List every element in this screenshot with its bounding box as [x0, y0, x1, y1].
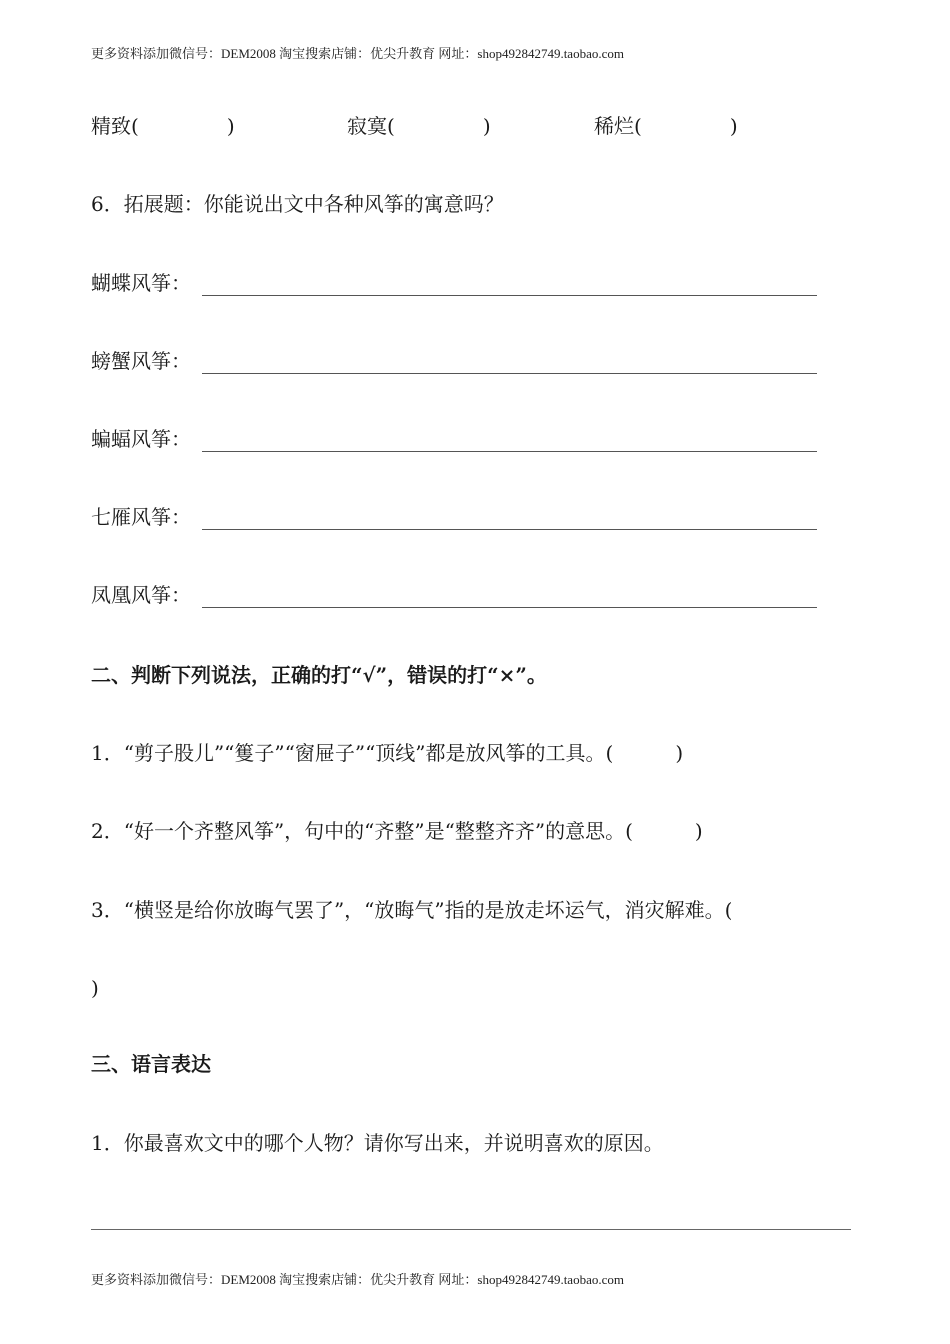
section-3-question-1: 1．你最喜欢文中的哪个人物？请你写出来，并说明喜欢的原因。 [91, 1131, 664, 1155]
judgement-text: 2．“好一个齐整风筝”，句中的“齐整”是“整整齐齐”的意思。( [91, 819, 633, 843]
vocab-close-paren: ) [482, 114, 491, 138]
kite-answer-row [91, 348, 821, 374]
kite-label: 蝴蝶风筝： [91, 271, 191, 295]
judgement-text: 1．“剪子股儿”“篗子”“窗屉子”“顶线”都是放风筝的工具。( [91, 741, 614, 765]
kite-answer-row [91, 582, 821, 608]
answer-line[interactable] [202, 295, 817, 296]
judgement-item-2 [91, 818, 703, 844]
vocab-item [91, 113, 235, 139]
section-2-title: 二、判断下列说法，正确的打“√”，错误的打“×”。 [91, 663, 547, 687]
kite-label: 凤凰风筝： [91, 583, 191, 607]
judgement-text: 3．“横竖是给你放晦气罢了”，“放晦气”指的是放走坏运气，消灾解难。( [91, 898, 733, 922]
judgement-item-1 [91, 740, 683, 766]
vocab-open-paren: ( [131, 114, 139, 138]
vocab-item [594, 113, 738, 139]
answer-line[interactable] [202, 373, 817, 374]
answer-line[interactable] [202, 451, 817, 452]
page-footer: 更多资料添加微信号：DEM2008 淘宝搜索店铺：优尖升教育 网址：shop492842749.taobao.com [91, 1272, 624, 1287]
kite-label: 蝙蝠风筝： [91, 427, 191, 451]
kite-answer-row [91, 504, 821, 530]
vocab-open-paren: ( [387, 114, 395, 138]
kite-label: 螃蟹风筝： [91, 349, 191, 373]
vocab-word: 精致 [91, 114, 131, 138]
close-paren: ) [91, 976, 99, 1000]
vocab-close-paren: ) [729, 114, 738, 138]
page-header: 更多资料添加微信号：DEM2008 淘宝搜索店铺：优尖升教育 网址：shop492842749.taobao.com [91, 46, 624, 61]
answer-line[interactable] [202, 529, 817, 530]
judgement-item-3 [91, 871, 861, 1027]
answer-line[interactable] [202, 607, 817, 608]
vocab-close-paren: ) [226, 114, 235, 138]
question-6: 6．拓展题：你能说出文中各种风筝的寓意吗？ [91, 192, 504, 216]
kite-answer-row [91, 270, 821, 296]
vocab-word: 寂寞 [347, 114, 387, 138]
answer-line[interactable] [91, 1229, 851, 1230]
section-3-title: 三、语言表达 [91, 1052, 211, 1076]
close-paren: ) [694, 819, 703, 843]
vocab-word: 稀烂 [594, 114, 634, 138]
vocab-item [347, 113, 491, 139]
kite-label: 七雁风筝： [91, 505, 191, 529]
kite-answer-row [91, 426, 821, 452]
vocab-open-paren: ( [634, 114, 642, 138]
close-paren: ) [675, 741, 684, 765]
